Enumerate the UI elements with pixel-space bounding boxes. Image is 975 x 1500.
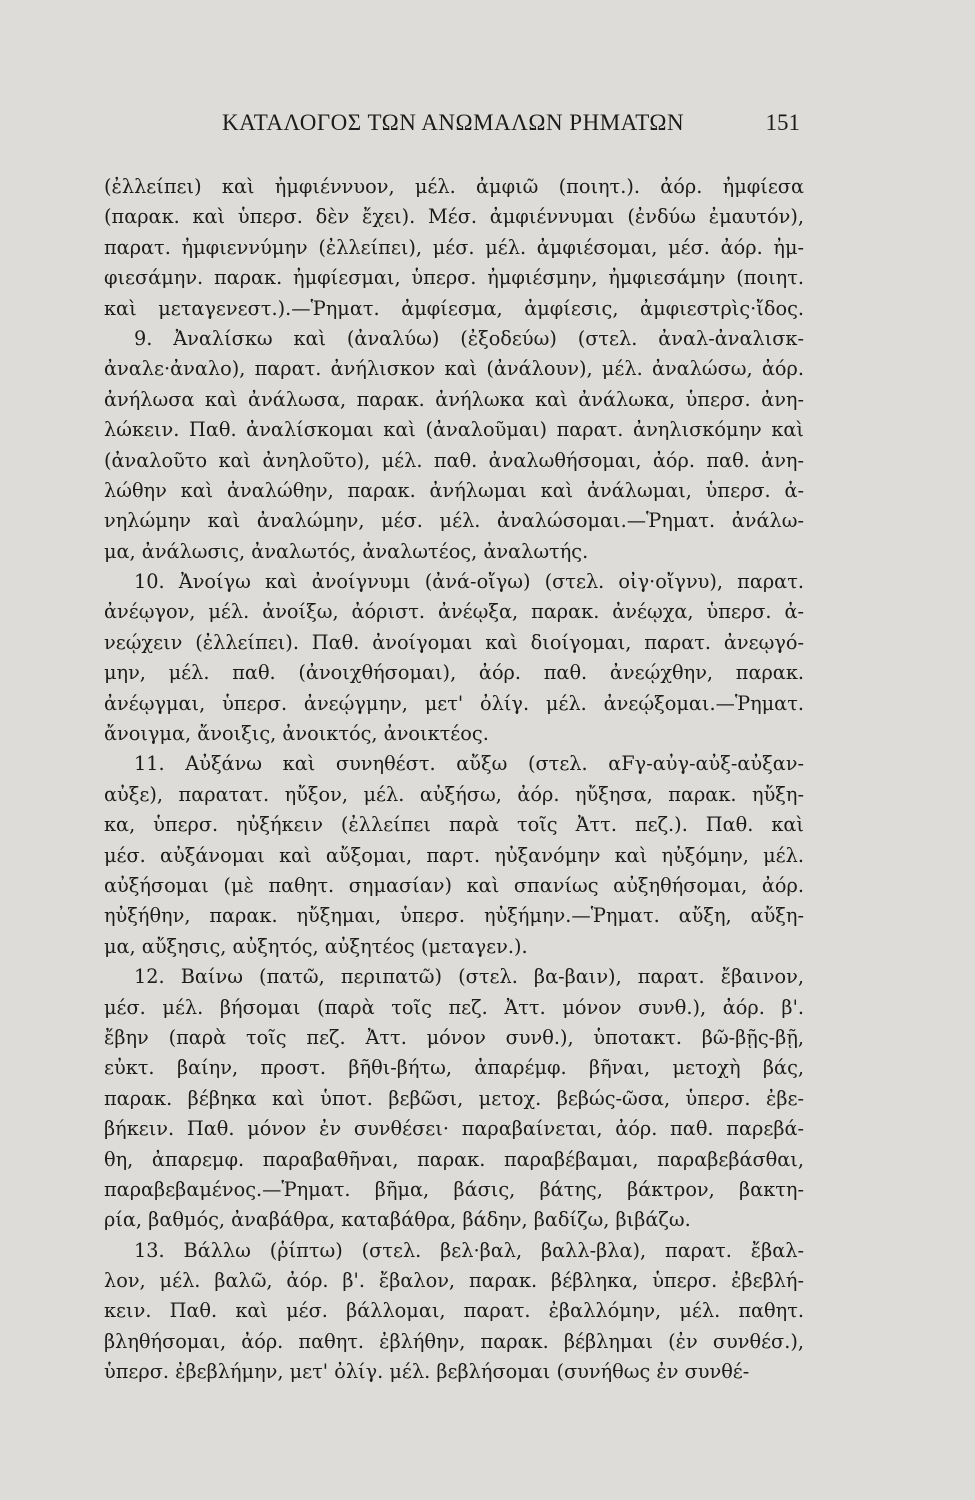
text-line: βήκειν. Παθ. μόνον ἐν συνθέσει· παραβαίνεται, ἀόρ. παθ. παρεβά- — [104, 1117, 804, 1141]
running-header — [110, 110, 800, 150]
text-line: ἀνήλωσα καὶ ἀνάλωσα, παρακ. ἀνήλωκα καὶ ἀνάλωκα, ὑπερσ. ἀνη- — [104, 387, 804, 411]
text-line: (ἀναλοῦτο καὶ ἀνηλοῦτο), μέλ. παθ. ἀναλωθήσομαι, ἀόρ. παθ. ἀνη- — [104, 448, 804, 472]
text-line: λον, μέλ. βαλῶ, ἀόρ. β'. ἔβαλον, παρακ. βέβληκα, ὑπερσ. ἐβεβλή- — [104, 1269, 804, 1293]
text-line: ἀνέῳγμαι, ὑπερσ. ἀνεῴγμην, μετ' ὀλίγ. μέλ. ἀνεῴξομαι.—Ῥηματ. — [104, 691, 804, 715]
text-line: αὐξε), παρατατ. ηὔξον, μέλ. αὐξήσω, ἀόρ. ηὔξησα, παρακ. ηὔξη- — [104, 782, 804, 806]
text-line: μέσ. μέλ. βήσομαι (παρὰ τοῖς πεζ. Ἀττ. μόνον συνθ.), ἀόρ. β'. — [104, 995, 804, 1019]
text-line: 13. Βάλλω (ῥίπτω) (στελ. βελ·βαλ, βαλλ-βλα), παρατ. ἔβαλ- — [134, 1238, 804, 1262]
text-line: ηὐξήθην, παρακ. ηὔξημαι, ὑπερσ. ηὐξήμην.—Ῥηματ. αὔξη, αὔξη- — [104, 904, 804, 928]
text-line: (παρακ. καὶ ὑπερσ. δὲν ἔχει). Μέσ. ἀμφιέννυμαι (ἐνδύω ἐμαυτόν), — [104, 205, 804, 229]
text-line: παρακ. βέβηκα καὶ ὑποτ. βεβῶσι, μετοχ. βεβώς-ῶσα, ὑπερσ. ἐβε- — [104, 1086, 804, 1110]
body-text — [104, 172, 804, 1388]
text-line: ἀναλε·ἀναλο), παρατ. ἀνήλισκον καὶ (ἀνάλουν), μέλ. ἀναλώσω, ἀόρ. — [104, 357, 804, 381]
text-line: 10. Ἀνοίγω καὶ ἀνοίγνυμι (ἀνά-οἴγω) (στελ. οἰγ·οἴγνυ), παρατ. — [134, 570, 804, 594]
text-line: ἀνέῳγον, μέλ. ἀνοίξω, ἀόριστ. ἀνέῳξα, παρακ. ἀνέῳχα, ὑπερσ. ἀ- — [104, 600, 804, 624]
text-line: λώθην καὶ ἀναλώθην, παρακ. ἀνήλωμαι καὶ ἀνάλωμαι, ὑπερσ. ἀ- — [104, 478, 804, 502]
text-line: νεῴχειν (ἐλλείπει). Παθ. ἀνοίγομαι καὶ διοίγομαι, παρατ. ἀνεῳγό- — [104, 630, 804, 654]
text-line: (ἐλλείπει) καὶ ἠμφιέννυον, μέλ. ἀμφιῶ (ποιητ.). ἀόρ. ἠμφίεσα — [104, 175, 804, 198]
text-line: παραβεβαμένος.—Ῥηματ. βῆμα, βάσις, βάτης, βάκτρον, βακτη- — [104, 1177, 804, 1201]
text-line: βληθήσομαι, ἀόρ. παθητ. ἐβλήθην, παρακ. βέβλημαι (ἐν συνθέσ.), — [104, 1329, 804, 1353]
text-line: αὐξήσομαι (μὲ παθητ. σημασίαν) καὶ σπανίως αὐξηθήσομαι, ἀόρ. — [104, 873, 804, 897]
text-line: 11. Αὐξάνω καὶ συνηθέστ. αὔξω (στελ. αFγ-αὐγ-αὐξ-αὐξαν- — [134, 752, 804, 776]
text-line: ἄνοιγμα, ἄνοιξις, ἀνοικτός, ἀνοικτέος. — [104, 722, 489, 746]
text-line: ὑπερσ. ἐβεβλήμην, μετ' ὀλίγ. μέλ. βεβλήσομαι (συνήθως ἐν συνθέ- — [104, 1360, 750, 1384]
text-line: παρατ. ἠμφιεννύμην (ἐλλείπει), μέσ. μέλ. ἀμφιέσομαι, μέσ. ἀόρ. ἠμ- — [104, 235, 804, 259]
text-line: 9. Ἀναλίσκω καὶ (ἀναλύω) (ἐξοδεύω) (στελ. ἀναλ-ἀναλισκ- — [134, 326, 804, 350]
page-number: 151 — [765, 110, 800, 135]
text-line: θη, ἀπαρεμφ. παραβαθῆναι, παρακ. παραβέβαμαι, παραβεβάσθαι, — [104, 1147, 804, 1171]
text-line: μα, ἀνάλωσις, ἀναλωτός, ἀναλωτέος, ἀναλωτής. — [104, 539, 589, 563]
text-line: κα, ὑπερσ. ηὐξήκειν (ἐλλείπει παρὰ τοῖς Ἀττ. πεζ.). Παθ. καὶ — [104, 813, 804, 837]
text-line: λώκειν. Παθ. ἀναλίσκομαι καὶ (ἀναλοῦμαι) παρατ. ἀνηλισκόμην καὶ — [104, 418, 804, 442]
text-line: εὐκτ. βαίην, προστ. βῆθι-βήτω, ἀπαρέμφ. βῆναι, μετοχὴ βάς, — [104, 1056, 804, 1080]
text-line: κειν. Παθ. καὶ μέσ. βάλλομαι, παρατ. ἐβαλλόμην, μέλ. παθητ. — [104, 1299, 804, 1323]
text-line: νηλώμην καὶ ἀναλώμην, μέσ. μέλ. ἀναλώσομαι.—Ῥηματ. ἀνάλω- — [104, 509, 804, 533]
text-line: ἔβην (παρὰ τοῖς πεζ. Ἀττ. μόνον συνθ.), ὑποτακτ. βῶ-βῇς-βῇ, — [104, 1025, 804, 1049]
text-line: μα, αὔξησις, αὐξητός, αὐξητέος (μεταγεν.). — [104, 934, 528, 958]
text-line: μέσ. αὐξάνομαι καὶ αὔξομαι, παρτ. ηὐξανόμην καὶ ηὐξόμην, μέλ. — [104, 843, 804, 867]
text-line: ρία, βαθμός, ἀναβάθρα, καταβάθρα, βάδην, βαδίζω, βιβάζω. — [104, 1208, 691, 1232]
text-line: φιεσάμην. παρακ. ἠμφίεσμαι, ὑπερσ. ἠμφιέσμην, ἠμφιεσάμην (ποιητ. — [104, 266, 804, 290]
text-line: καὶ μεταγενεστ.).—Ῥηματ. ἀμφίεσμα, ἀμφίεσις, ἀμφιεστρὶς·ἴδος. — [104, 296, 804, 320]
header-title: ΚΑΤΑΛΟΓΟΣ ΤΩΝ ΑΝΩΜΑΛΩΝ ΡΗΜΑΤΩΝ — [222, 110, 685, 135]
text-line: μην, μέλ. παθ. (ἀνοιχθήσομαι), ἀόρ. παθ. ἀνεῴχθην, παρακ. — [104, 661, 804, 685]
text-line: 12. Βαίνω (πατῶ, περιπατῶ) (στελ. βα-βαιν), παρατ. ἔβαινον, — [134, 965, 804, 989]
